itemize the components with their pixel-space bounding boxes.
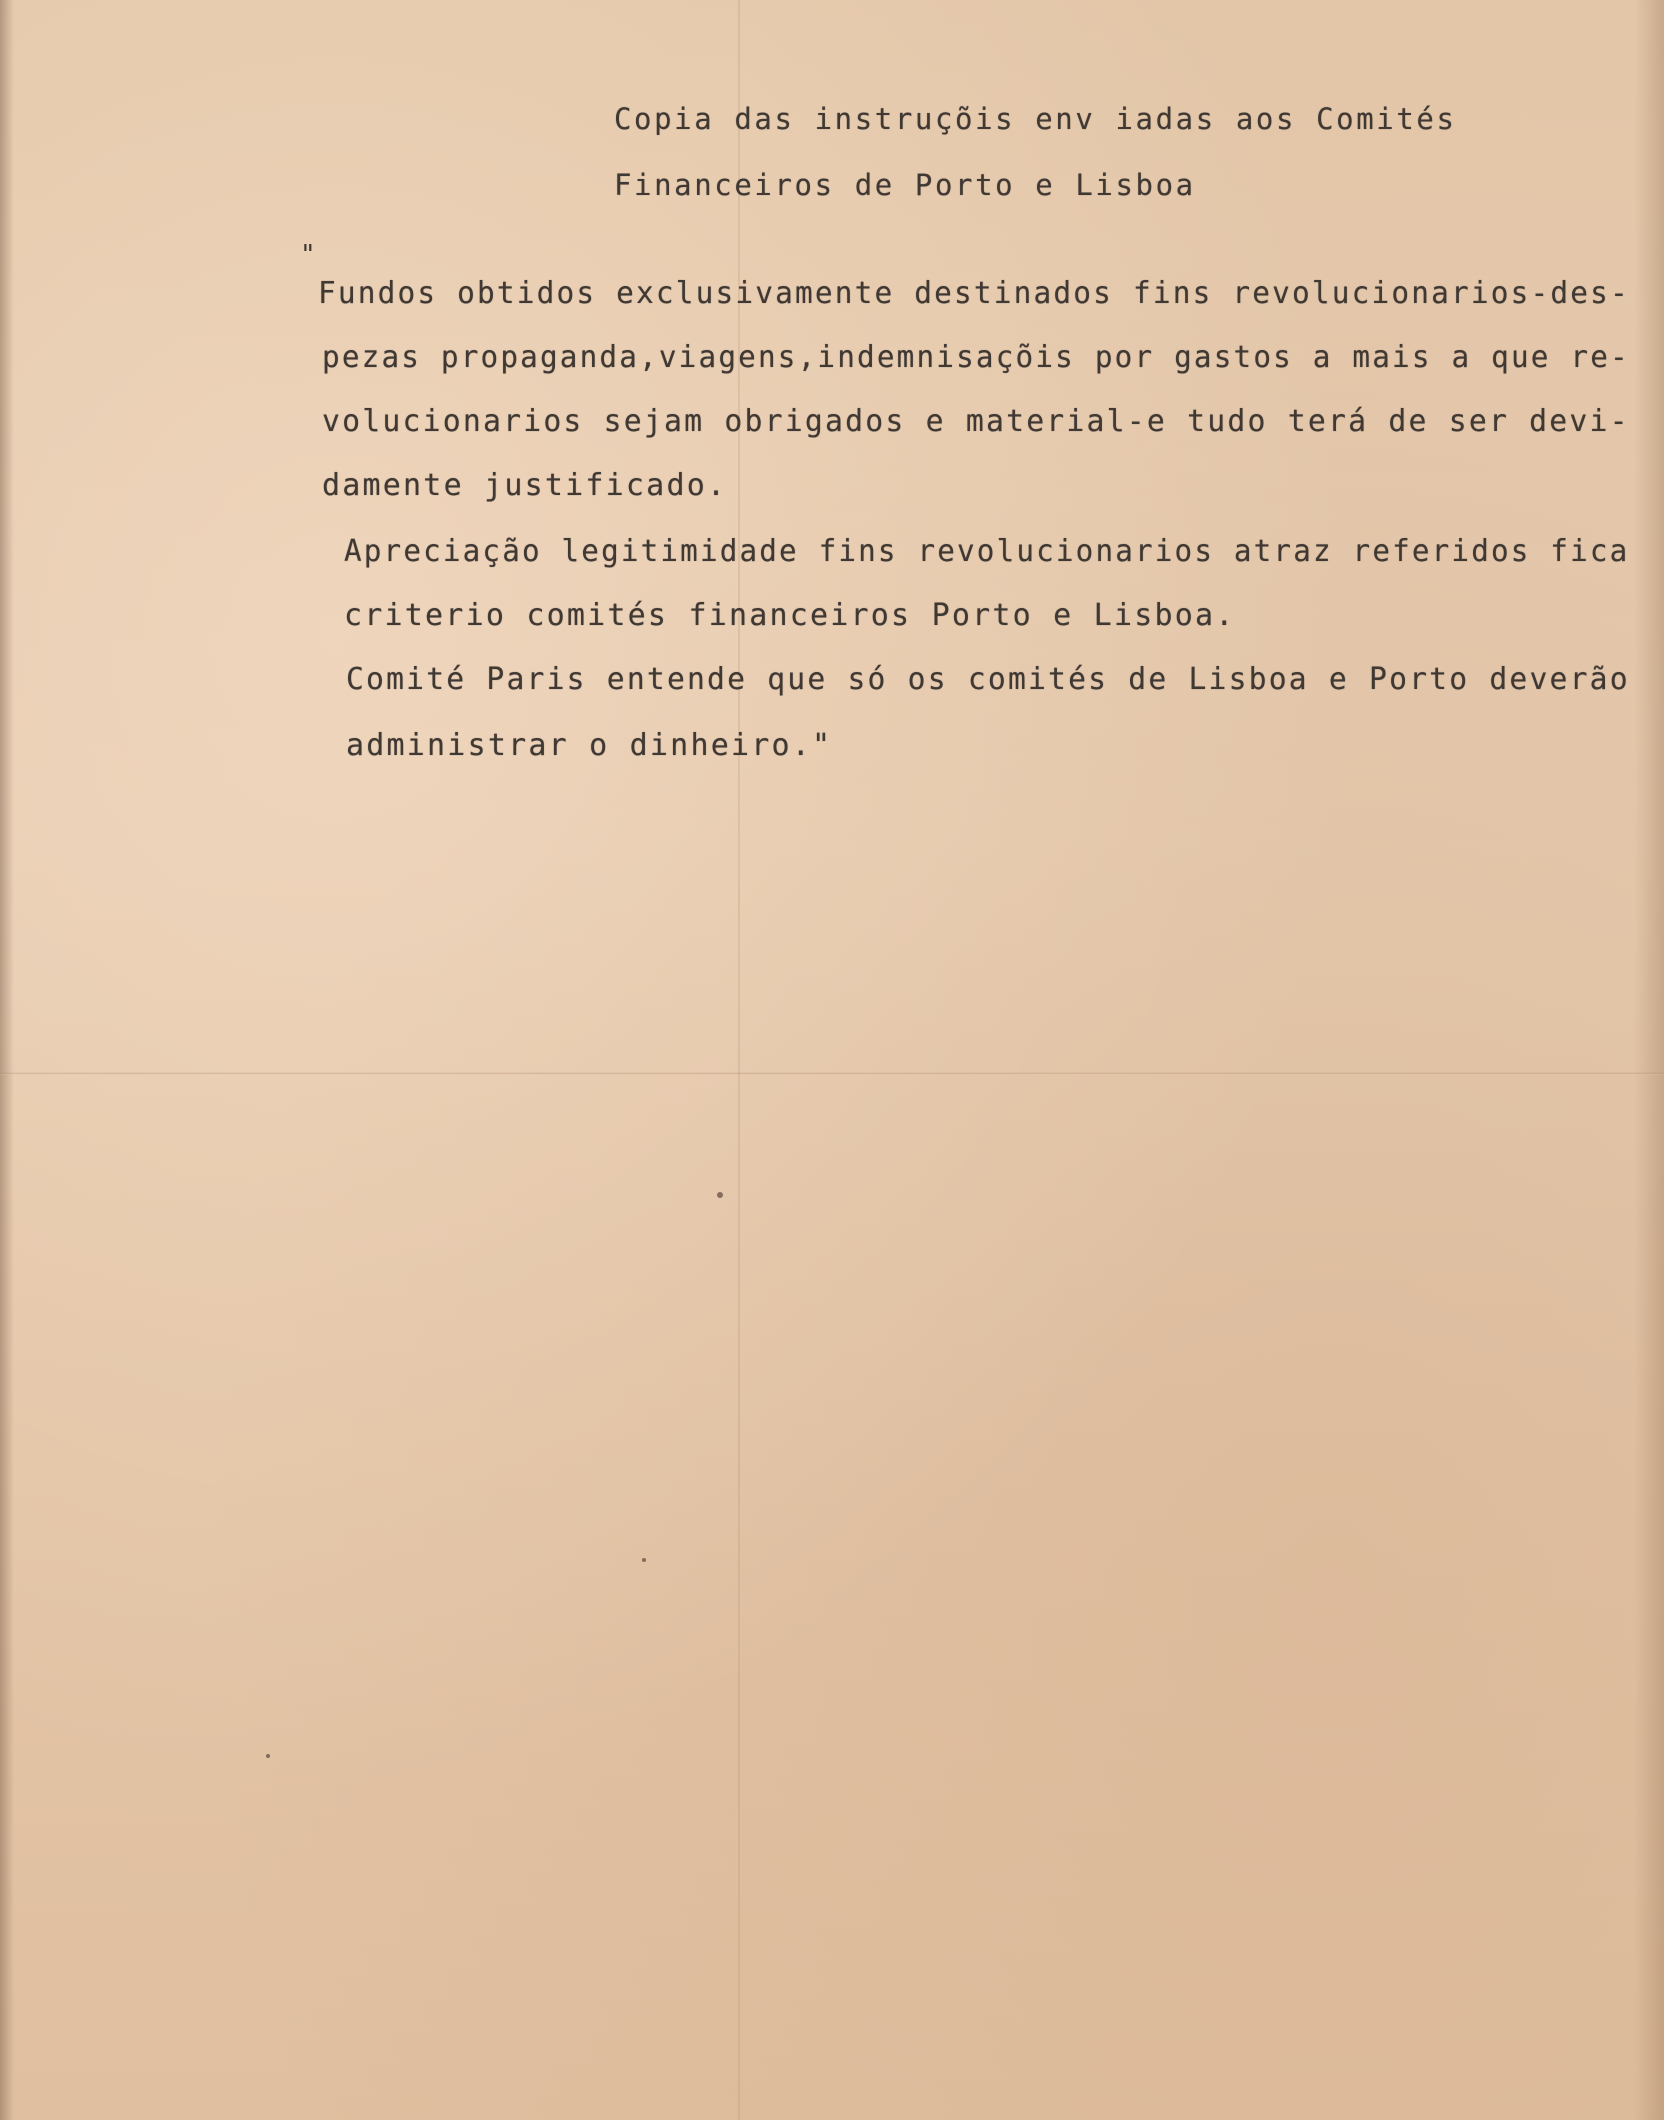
paper-fold-horizontal	[0, 1072, 1664, 1075]
body-line-3: volucionarios sejam obrigados e material-e tudo terá de ser devi-	[322, 404, 1630, 439]
body-line-5: Apreciação legitimidade fins revolucionarios atraz referidos fica	[344, 534, 1630, 569]
document-title-line-1: Copia das instruçõis env iadas aos Comités	[614, 102, 1457, 136]
body-line-7: Comité Paris entende que só os comités de Lisboa e Porto deverão	[346, 662, 1630, 697]
body-line-6: criterio comités financeiros Porto e Lisboa.	[344, 598, 1236, 633]
paper-speck	[717, 1192, 723, 1198]
paper-left-edge	[0, 0, 14, 2120]
body-line-4: damente justificado.	[322, 468, 728, 503]
paper-right-edge	[1634, 0, 1664, 2120]
body-line-8: administrar o dinheiro."	[346, 728, 833, 763]
paper-speck	[642, 1558, 646, 1562]
paper-speck	[266, 1754, 270, 1758]
document-title-line-2: Financeiros de Porto e Lisboa	[614, 168, 1196, 202]
body-line-1: Fundos obtidos exclusivamente destinados fins revolucionarios-des-	[318, 276, 1630, 311]
opening-quote-mark: "	[300, 240, 316, 270]
paper-fold-vertical	[738, 0, 740, 2120]
body-line-2: pezas propaganda,viagens,indemnisaçõis por gastos a mais a que re-	[322, 340, 1630, 375]
